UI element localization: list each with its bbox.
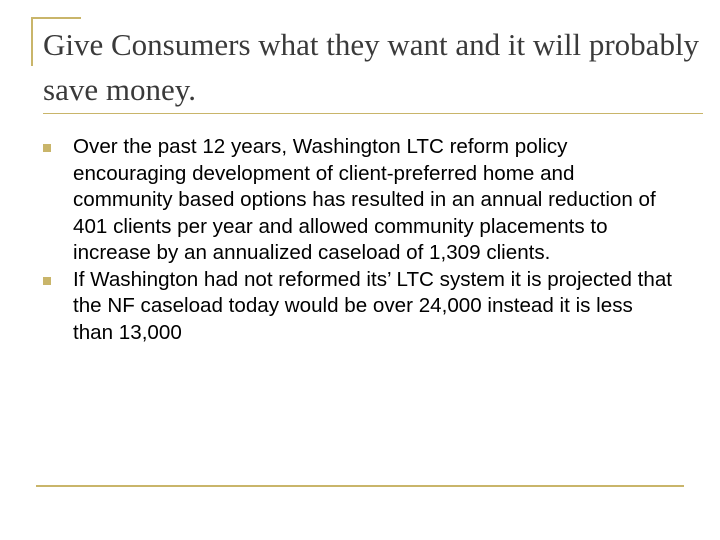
square-bullet-icon xyxy=(43,144,51,152)
corner-accent-horizontal xyxy=(31,17,81,19)
bullet-item xyxy=(43,267,673,347)
title-underline xyxy=(43,113,703,114)
bullet-text: If Washington had not reformed its’ LTC system it is projected that the NF caseload today would be over 24,000 instead it is less than 13,000 xyxy=(73,267,672,344)
corner-accent-vertical xyxy=(31,17,33,66)
bullet-list xyxy=(43,134,673,346)
footer-divider xyxy=(36,485,684,487)
bullet-item xyxy=(43,134,673,267)
slide-title: Give Consumers what they want and it will probably save money. xyxy=(43,27,700,107)
bullet-text: Over the past 12 years, Washington LTC reform policy encouraging development of client-preferred home and community based options has resulted in an annual reduction of 401 clients per year and allowed community placements to increase by an annualized caseload of 1,309 clients. xyxy=(73,135,656,264)
square-bullet-icon xyxy=(43,277,51,285)
